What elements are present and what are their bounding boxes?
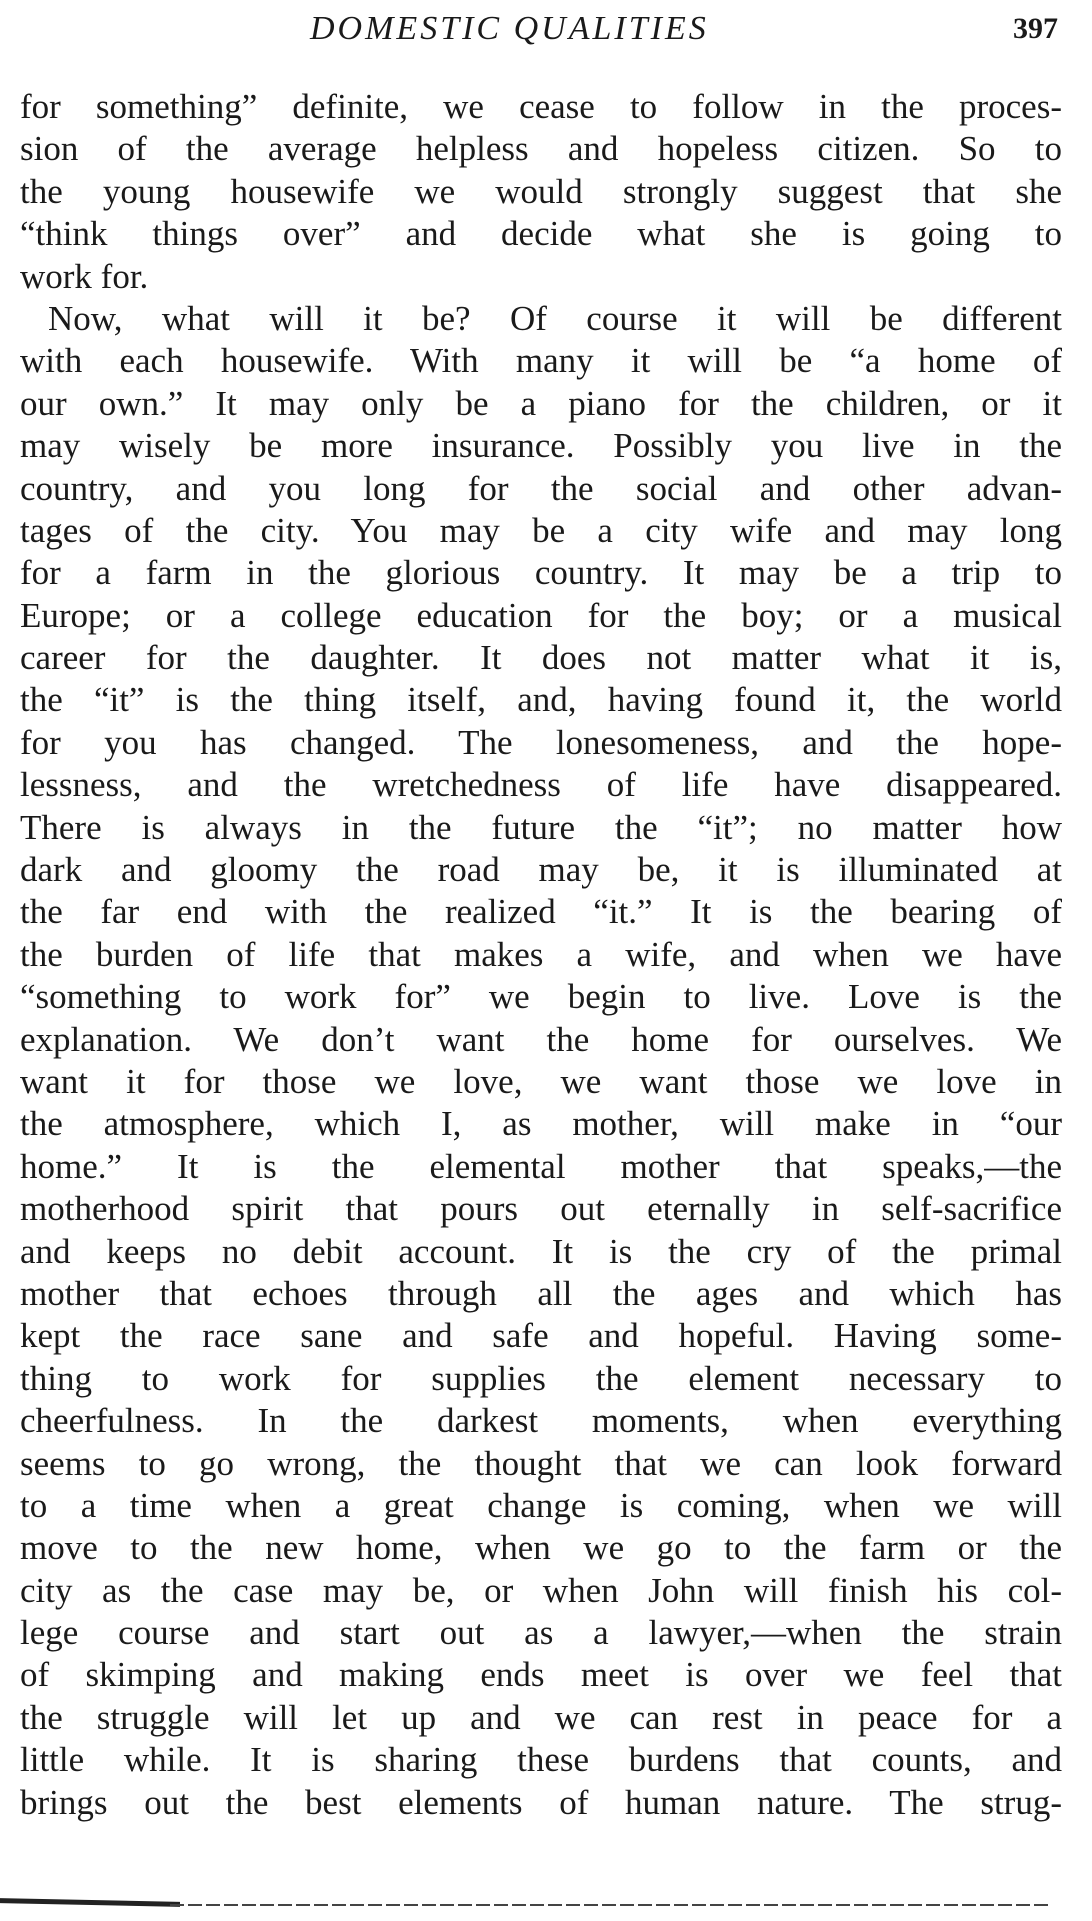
text-line: the atmosphere, which I, as mother, will make in “our xyxy=(20,1104,1062,1144)
text-line: lege course and start out as a lawyer,—when the strain xyxy=(20,1613,1062,1653)
text-line: dark and gloomy the road may be, it is illuminated at xyxy=(20,850,1062,890)
text-line: country, and you long for the social and other advan- xyxy=(20,468,1062,508)
text-line: for something” definite, we cease to follow in the proces- xyxy=(20,87,1062,126)
text-line: may wisely be more insurance. Possibly you live in the xyxy=(20,426,1062,466)
text-line: the struggle will let up and we can rest in peace for a xyxy=(20,1697,1062,1737)
text-line: and keeps no debit account. It is the cry of the primal xyxy=(20,1231,1062,1271)
text-line: city as the case may be, or when John will finish his col- xyxy=(20,1570,1062,1610)
text-line: brings out the best elements of human nature. The strug- xyxy=(20,1782,1062,1822)
text-line: for a farm in the glorious country. It may be a trip to xyxy=(20,553,1062,593)
text-line: the far end with the realized “it.” It is the bearing of xyxy=(20,892,1062,932)
text-line: home.” It is the elemental mother that speaks,—the xyxy=(20,1146,1062,1186)
text-line: the young housewife we would strongly suggest that she xyxy=(20,171,1062,211)
text-line: the burden of life that makes a wife, and when we have xyxy=(20,934,1062,974)
text-line: with each housewife. With many it will be “a home of xyxy=(20,341,1062,381)
text-line: career for the daughter. It does not matter what it is, xyxy=(20,638,1062,678)
text-line: tages of the city. You may be a city wife and may long xyxy=(20,510,1062,550)
text-line: want it for those we love, we want those we love in xyxy=(20,1061,1062,1101)
text-line: seems to go wrong, the thought that we can look forward xyxy=(20,1443,1062,1483)
footer-rule-thick xyxy=(0,1898,180,1907)
text-line: explanation. We don’t want the home for ourselves. We xyxy=(20,1019,1062,1059)
text-line: “something to work for” we begin to live. Love is the xyxy=(20,977,1062,1017)
footer-rule-thin xyxy=(170,1904,1050,1906)
text-line: to a time when a great change is coming, when we will xyxy=(20,1485,1062,1525)
body-text xyxy=(20,86,1062,1824)
text-line: little while. It is sharing these burdens that counts, and xyxy=(20,1740,1062,1780)
text-line: motherhood spirit that pours out eternally in self-sacrifice xyxy=(20,1189,1062,1229)
text-line: of skimping and making ends meet is over we feel that xyxy=(20,1655,1062,1695)
text-line: the “it” is the thing itself, and, having found it, the world xyxy=(20,680,1062,720)
text-line: for you has changed. The lonesomeness, and the hope- xyxy=(20,722,1062,762)
text-line: kept the race sane and safe and hopeful. Having some- xyxy=(20,1316,1062,1356)
text-line: work for. xyxy=(20,256,149,296)
text-line: Europe; or a college education for the boy; or a musical xyxy=(20,595,1062,635)
text-line: Now, what will it be? Of course it will be different xyxy=(48,298,1062,338)
text-line: mother that echoes through all the ages and which has xyxy=(20,1273,1062,1313)
text-line: our own.” It may only be a piano for the children, or it xyxy=(20,383,1062,423)
page-header xyxy=(0,4,1092,54)
text-line: “think things over” and decide what she is going to xyxy=(20,214,1062,254)
text-line: thing to work for supplies the element necessary to xyxy=(20,1358,1062,1398)
text-line: lessness, and the wretchedness of life have disappeared. xyxy=(20,765,1062,805)
running-head: DOMESTIC QUALITIES xyxy=(310,10,709,47)
page-number: 397 xyxy=(1013,12,1058,45)
text-line: cheerfulness. In the darkest moments, when everything xyxy=(20,1401,1062,1441)
text-line: move to the new home, when we go to the farm or the xyxy=(20,1528,1062,1568)
footer-rule xyxy=(0,1898,1092,1908)
text-line: There is always in the future the “it”; no matter how xyxy=(20,807,1062,847)
text-line: sion of the average helpless and hopeless citizen. So to xyxy=(20,129,1062,169)
